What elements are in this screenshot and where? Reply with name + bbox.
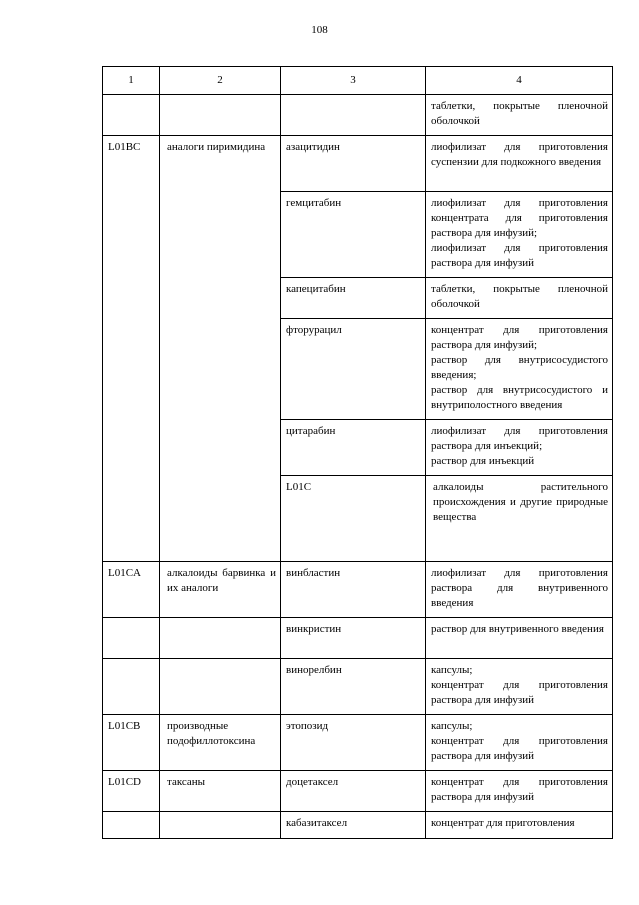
atc-code-cell: L01C	[281, 476, 426, 562]
group-name-cell: алкалоиды барвинка и их аналоги	[160, 562, 281, 618]
dosage-form-cell	[426, 771, 613, 812]
group-name-cell: таксаны	[160, 771, 281, 812]
table-row	[103, 95, 613, 136]
dosage-form-cell	[426, 659, 613, 715]
drug-name-cell: цитарабин	[281, 420, 426, 476]
dosage-form-cell	[426, 420, 613, 476]
dosage-form-line: концентрат для приготовления	[431, 817, 575, 829]
atc-code-cell	[103, 618, 160, 659]
atc-code-cell	[103, 659, 160, 715]
atc-code-cell: L01CA	[103, 562, 160, 618]
dosage-form-line: таблетки, покрытые пленочной оболочкой	[431, 283, 608, 310]
drug-name-cell: этопозид	[281, 715, 426, 771]
dosage-form-cell	[426, 618, 613, 659]
dosage-form-line: раствор для внутривенного введения	[431, 623, 604, 635]
atc-code-cell: L01CB	[103, 715, 160, 771]
drug-name-cell: кабазитаксел	[281, 812, 426, 839]
dosage-form-line: концентрат для приготовления раствора для инфузий	[431, 735, 608, 762]
group-name-cell	[160, 95, 281, 136]
group-name-cell	[160, 659, 281, 715]
drug-name-cell	[281, 95, 426, 136]
table-row	[103, 771, 613, 812]
dosage-form-cell	[426, 562, 613, 618]
dosage-form-line: таблетки, покрытые пленочной оболочкой	[431, 100, 608, 127]
dosage-form-line: капсулы;	[431, 664, 473, 676]
dosage-form-cell	[426, 319, 613, 420]
dosage-form-cell	[426, 812, 613, 839]
drug-name-cell: винкристин	[281, 618, 426, 659]
page-number: 108	[311, 24, 328, 36]
drug-name-cell: капецитабин	[281, 278, 426, 319]
dosage-form-line: лиофилизат для приготовления раствора для инфузий	[431, 242, 608, 269]
dosage-form-line: концентрат для приготовления раствора для инфузий	[431, 679, 608, 706]
dosage-form-cell	[426, 278, 613, 319]
dosage-form-line: лиофилизат для приготовления суспензии для подкожного введения	[431, 141, 608, 168]
table-row	[103, 812, 613, 839]
header-col-1: 1	[103, 67, 160, 95]
atc-code-cell: L01CD	[103, 771, 160, 812]
dosage-form-line: концентрат для приготовления раствора для инфузий	[431, 776, 608, 803]
dosage-form-line: раствор для внутрисосудистого введения;	[431, 354, 608, 381]
table-row	[103, 136, 613, 192]
table-row	[103, 618, 613, 659]
dosage-form-line: лиофилизат для приготовления раствора для инъекций;	[431, 425, 608, 452]
drug-name-cell: винбластин	[281, 562, 426, 618]
atc-code-cell: L01BC	[103, 136, 160, 562]
dosage-form-cell	[426, 136, 613, 192]
drug-name-cell: фторурацил	[281, 319, 426, 420]
group-name-cell: производные подофиллотоксина	[160, 715, 281, 771]
header-col-4: 4	[426, 67, 613, 95]
atc-code-cell	[103, 812, 160, 839]
header-row	[103, 67, 613, 95]
table-row	[103, 715, 613, 771]
drug-name-cell: доцетаксел	[281, 771, 426, 812]
dosage-form-cell	[426, 95, 613, 136]
dosage-form-line: концентрат для приготовления раствора для инфузий;	[431, 324, 608, 351]
dosage-form-line: лиофилизат для приготовления концентрата для приготовления раствора для инфузий;	[431, 197, 608, 239]
header-col-2: 2	[160, 67, 281, 95]
drug-table	[102, 66, 613, 839]
header-col-3: 3	[281, 67, 426, 95]
dosage-form-line: лиофилизат для приготовления раствора для внутривенного введения	[431, 567, 608, 609]
dosage-form-cell	[426, 192, 613, 278]
dosage-form-line: раствор для инъекций	[431, 455, 535, 467]
drug-name-cell: гемцитабин	[281, 192, 426, 278]
table-row	[103, 659, 613, 715]
atc-code-cell	[103, 95, 160, 136]
drug-name-cell: винорелбин	[281, 659, 426, 715]
dosage-form-line: раствор для внутрисосудистого и внутриполостного введения	[431, 384, 608, 411]
table-row	[103, 562, 613, 618]
group-name-cell	[160, 812, 281, 839]
group-name-cell: аналоги пиримидина	[160, 136, 281, 562]
group-name-cell: алкалоиды растительного происхождения и другие природные вещества	[426, 476, 613, 562]
group-name-cell	[160, 618, 281, 659]
dosage-form-cell	[426, 715, 613, 771]
drug-name-cell: азацитидин	[281, 136, 426, 192]
dosage-form-line: капсулы;	[431, 720, 473, 732]
